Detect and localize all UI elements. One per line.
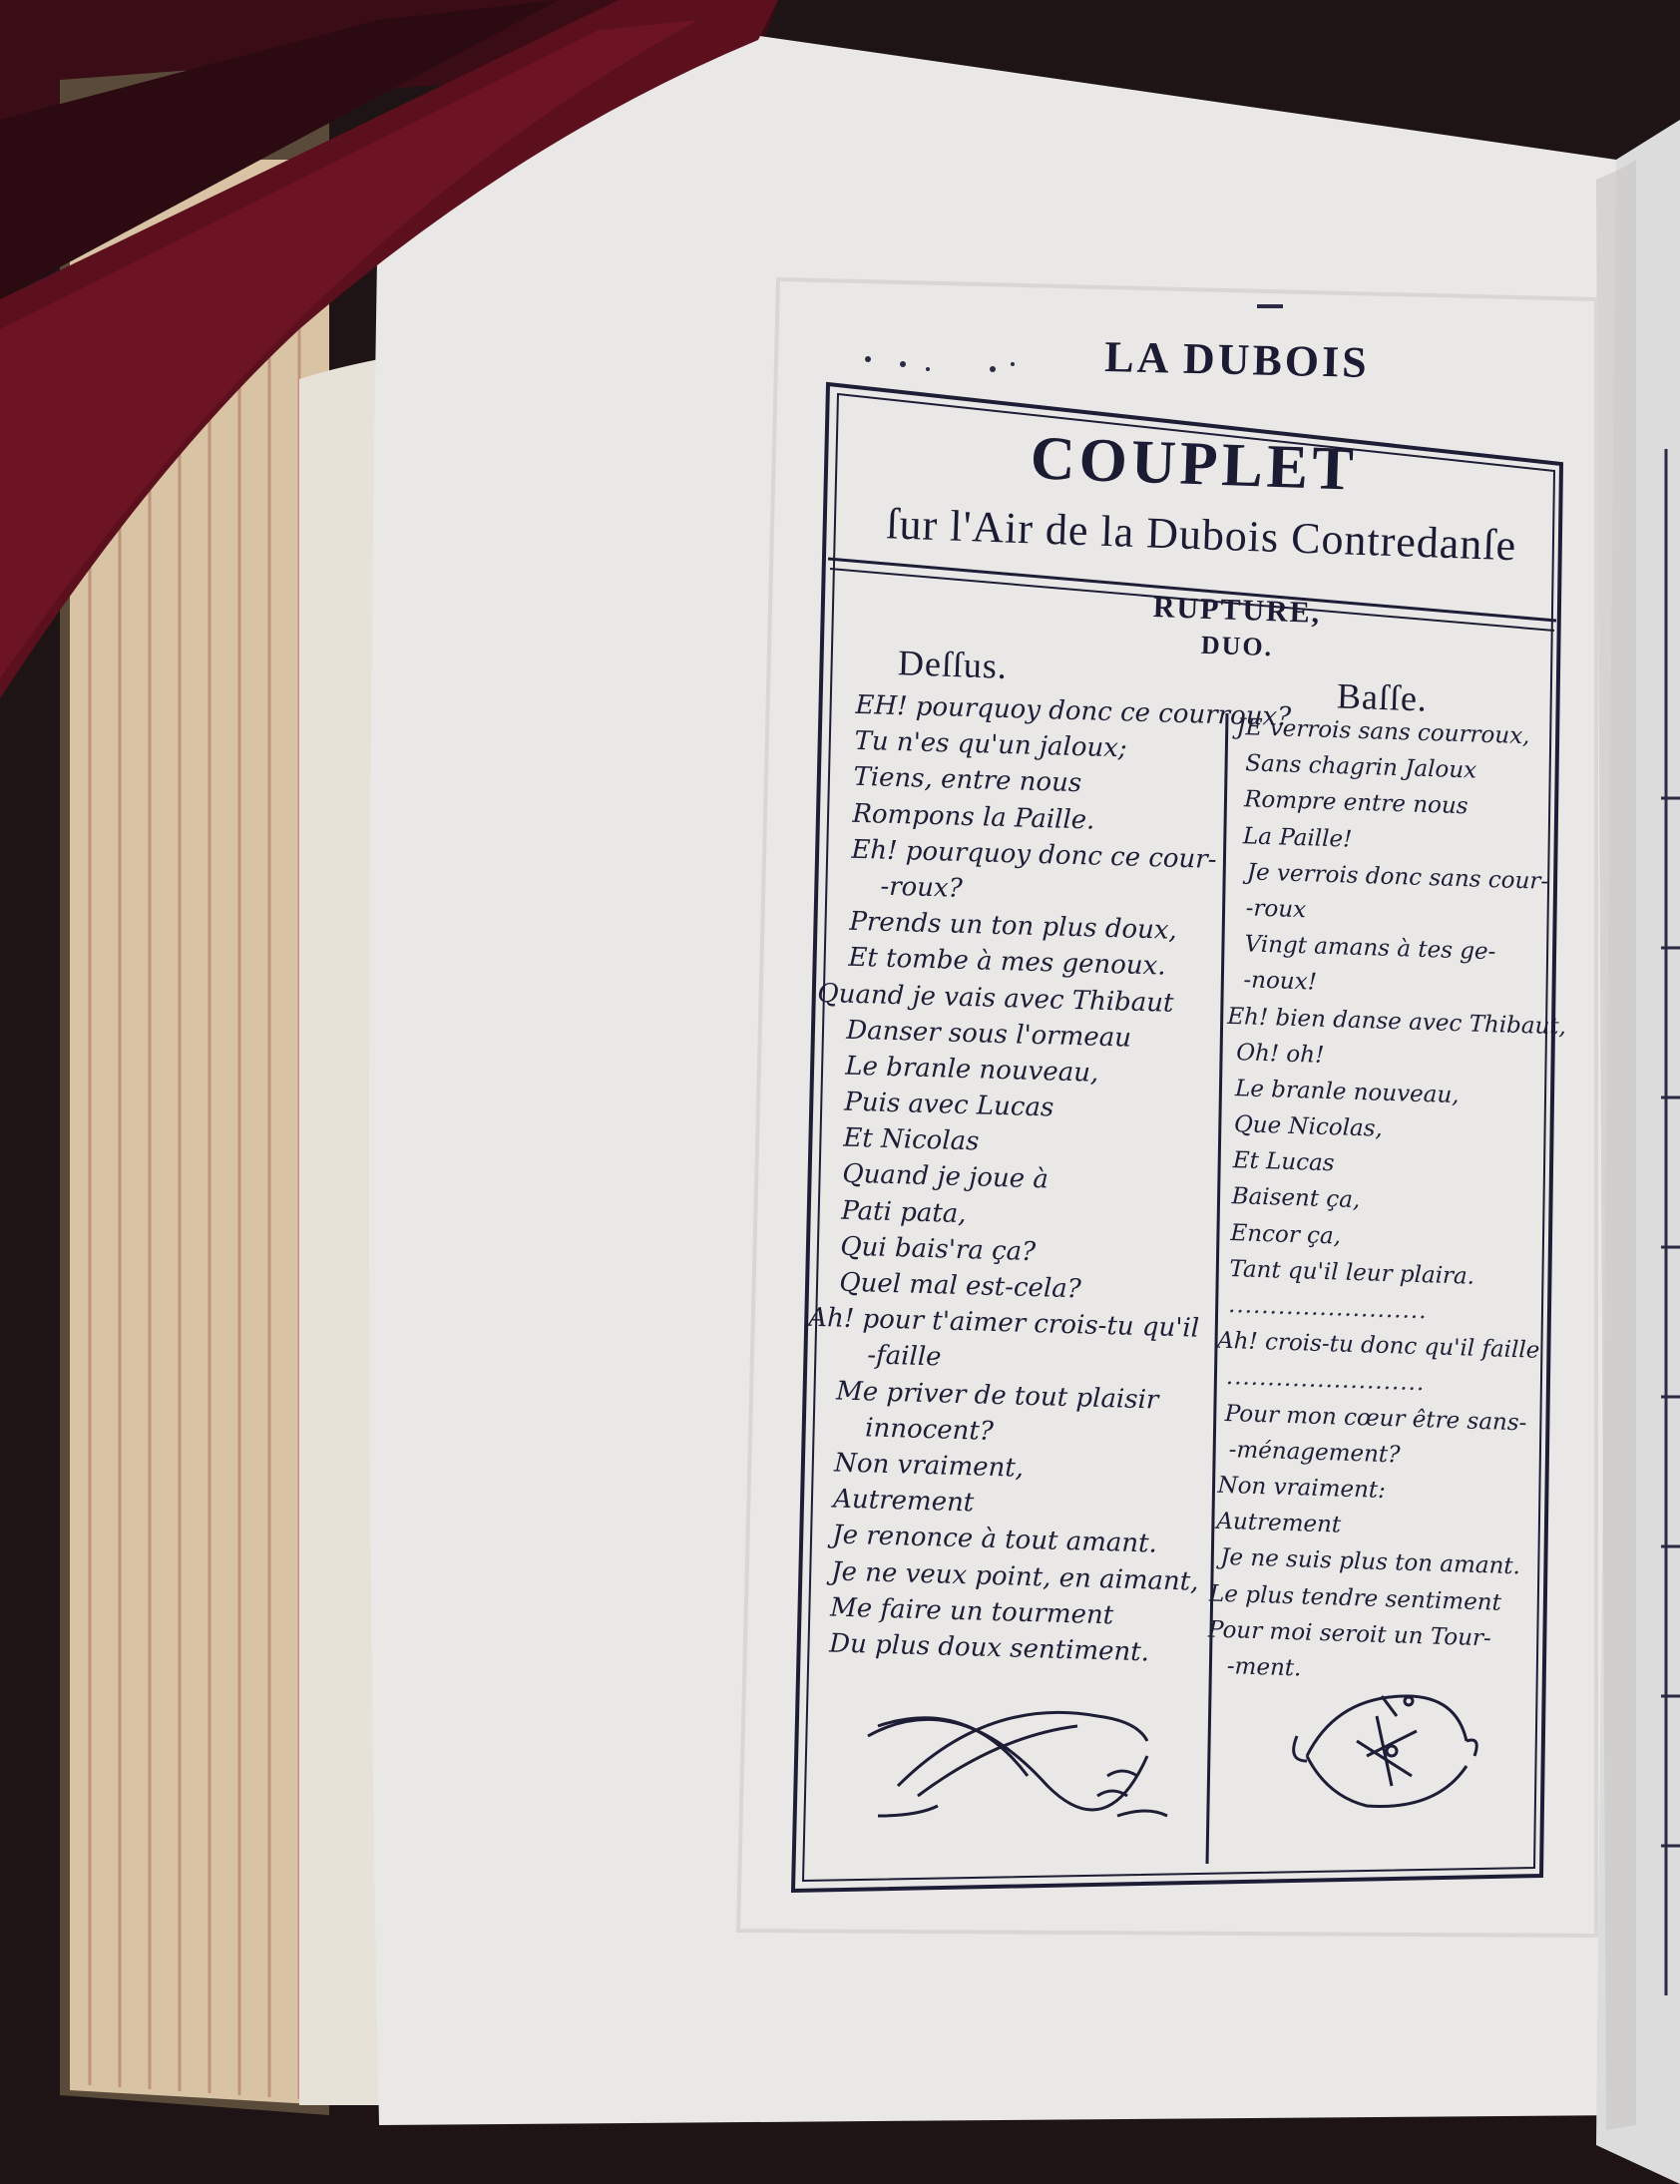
- right-line: Le plus tendre sentiment: [1208, 1580, 1502, 1616]
- right-line: Pour moi seroit un Tour-: [1207, 1616, 1492, 1652]
- right-line: Autrement: [1216, 1508, 1342, 1538]
- left-line: Du plus doux sentiment.: [828, 1628, 1150, 1668]
- subheading: ſur l'Air de la Dubois Contredanſe: [885, 499, 1518, 571]
- title-box: [825, 406, 1559, 621]
- section-title: RUPTURE,: [1152, 591, 1322, 630]
- right-line: -roux: [1245, 895, 1307, 924]
- right-line: Sans chagrin Jaloux: [1244, 750, 1477, 784]
- left-line: Quand je joue à: [841, 1159, 1050, 1195]
- right-line: Je ne suis plus ton amant.: [1219, 1544, 1521, 1580]
- right-line: Rompre entre nous: [1243, 786, 1469, 820]
- left-line: Eh! pourquoy donc ce cour-: [851, 834, 1217, 875]
- right-line: -ménagement?: [1228, 1436, 1401, 1469]
- right-voice-label: Baſſe.: [1336, 675, 1429, 719]
- left-voice-label: Deſſus.: [897, 643, 1009, 686]
- right-line: Eh! bien danse avec Thibaut,: [1226, 1003, 1567, 1041]
- left-line: Et Nicolas: [842, 1122, 980, 1157]
- right-line: Tant qu'il leur plaira.: [1228, 1255, 1475, 1290]
- left-line: EH! pourquoy donc ce courroux?: [855, 689, 1292, 733]
- left-line: Quand je vais avec Thibaut: [816, 978, 1174, 1019]
- right-line: ........................: [1225, 1364, 1426, 1397]
- right-line: Je verrois donc sans cour-: [1246, 859, 1549, 895]
- right-line: -ment.: [1226, 1653, 1302, 1682]
- right-line: Et Lucas: [1232, 1147, 1335, 1177]
- left-line: Me priver de tout plaisir: [835, 1376, 1159, 1416]
- left-line: -roux?: [880, 871, 964, 904]
- left-line: Rompons la Paille.: [852, 798, 1095, 836]
- left-line: Quel mal est-cela?: [838, 1267, 1082, 1305]
- right-line: ........................: [1227, 1292, 1429, 1325]
- left-line: Tiens, entre nous: [853, 762, 1082, 799]
- right-line: JE verrois sans courroux,: [1236, 713, 1530, 750]
- right-line: Ah! crois-tu donc qu'il faille: [1216, 1327, 1540, 1365]
- left-line: Et tombe à mes genoux.: [847, 943, 1166, 982]
- left-line: Ah! pour t'aimer crois-tu qu'il: [807, 1302, 1200, 1344]
- right-line: Le branle nouveau,: [1234, 1076, 1461, 1109]
- left-line: Qui bais'ra ça?: [839, 1231, 1037, 1267]
- left-line: Tu n'es qu'un jaloux;: [854, 726, 1128, 764]
- left-line: Prends un ton plus doux,: [849, 906, 1178, 947]
- right-line: Que Nicolas,: [1233, 1111, 1384, 1142]
- right-line: Vingt amans à tes ge-: [1244, 931, 1496, 966]
- left-line: Autrement: [832, 1484, 975, 1519]
- left-line: Me faire un tourment: [829, 1592, 1114, 1631]
- left-line: innocent?: [864, 1413, 995, 1447]
- left-line: Le branle nouveau,: [844, 1051, 1099, 1089]
- right-line: -noux!: [1243, 967, 1318, 996]
- heading: COUPLET: [1029, 424, 1359, 504]
- left-line: Je ne veux point, en aimant,: [830, 1555, 1199, 1597]
- section-subtitle: DUO.: [1200, 630, 1274, 662]
- page-title: LA DUBOIS: [1103, 331, 1371, 388]
- right-line: Oh! oh!: [1235, 1039, 1325, 1069]
- right-column-lines: [1206, 709, 1575, 1694]
- right-line: Non vraiment:: [1217, 1472, 1387, 1504]
- left-line: Je renonce à tout amant.: [831, 1520, 1158, 1559]
- right-line: Encor ça,: [1230, 1219, 1342, 1250]
- left-line: -faille: [866, 1340, 942, 1373]
- left-line: Non vraiment,: [833, 1448, 1025, 1484]
- right-line: Pour mon cœur être sans-: [1224, 1400, 1527, 1437]
- right-line: La Paille!: [1242, 822, 1353, 853]
- left-line: Pati pata,: [840, 1195, 967, 1229]
- left-line: Puis avec Lucas: [843, 1087, 1054, 1123]
- left-line: Danser sous l'ormeau: [845, 1015, 1132, 1054]
- right-line: Baisent ça,: [1231, 1183, 1361, 1214]
